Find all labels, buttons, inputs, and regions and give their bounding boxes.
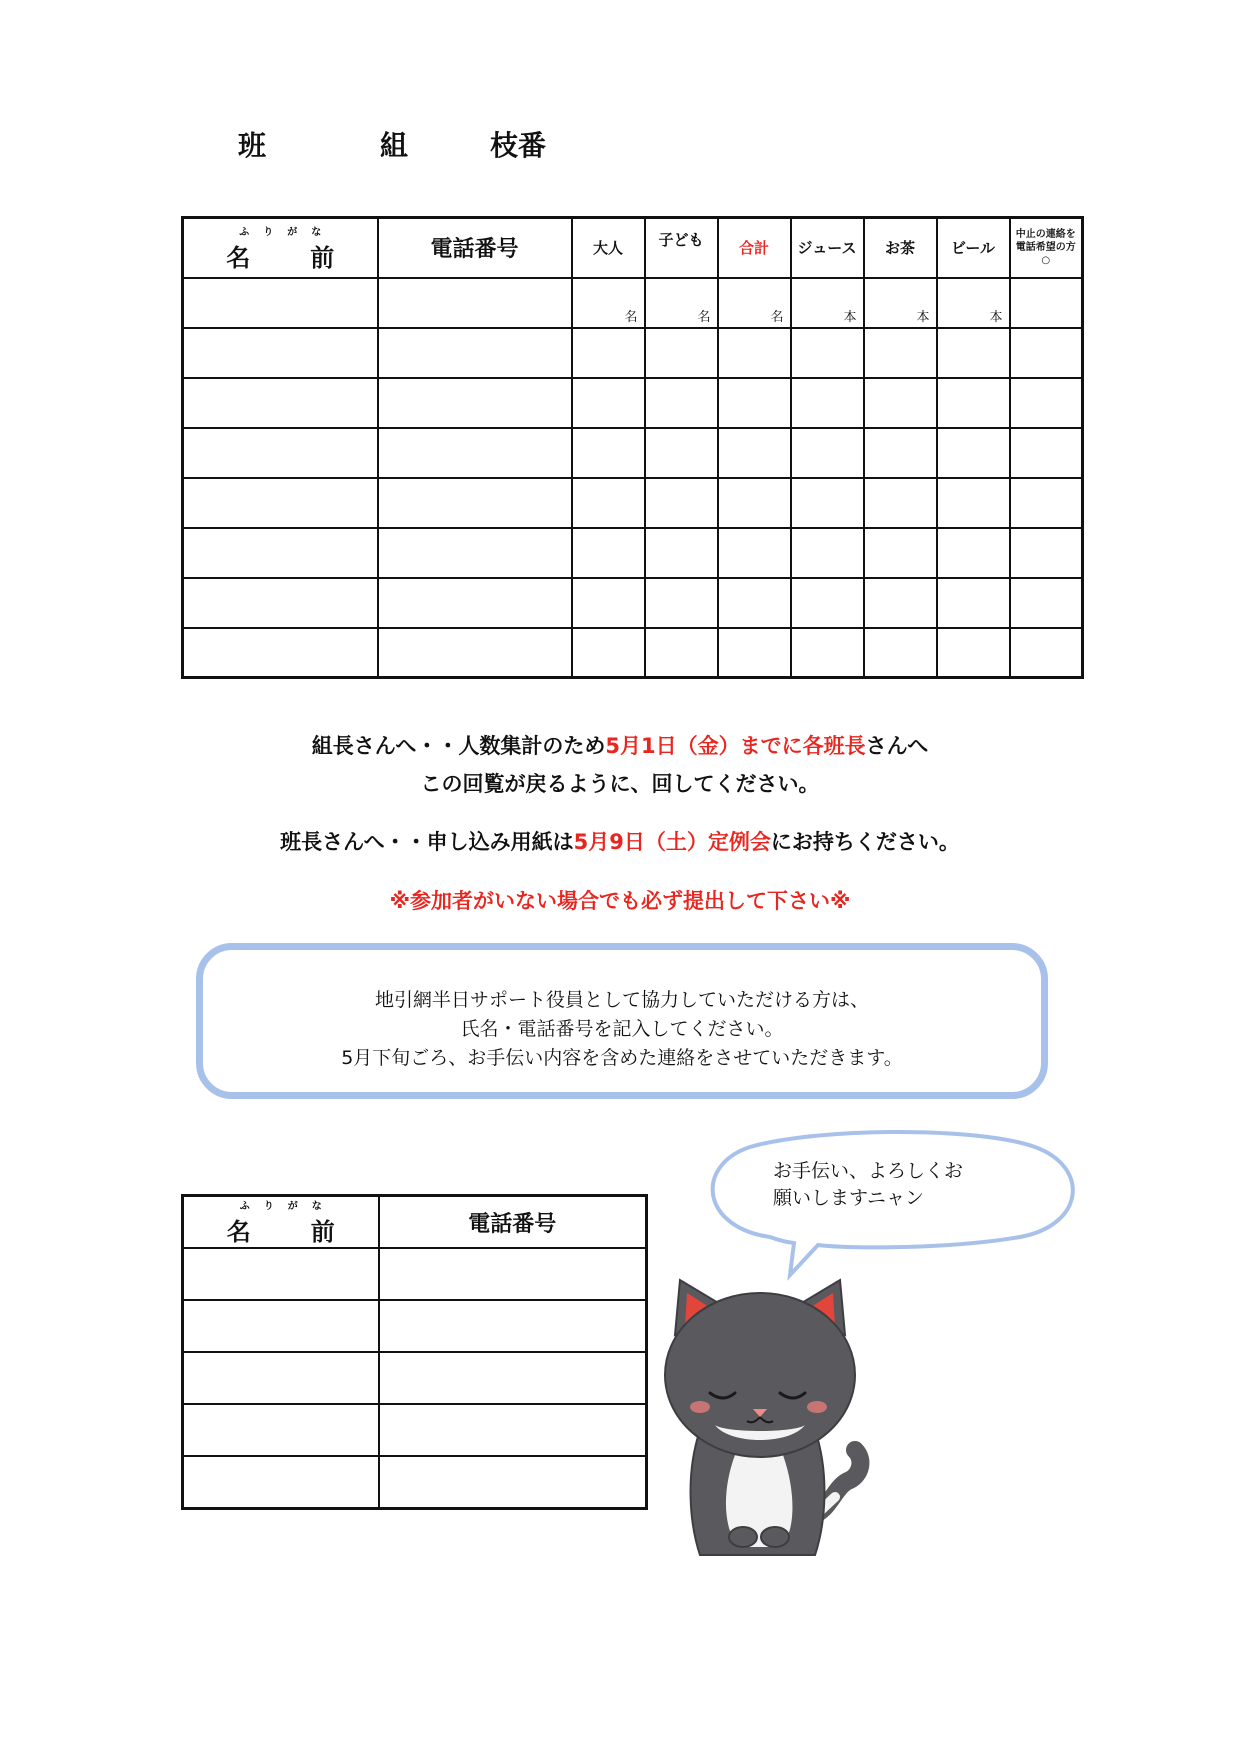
table-row[interactable] <box>183 628 1083 678</box>
table-row[interactable] <box>183 578 1083 628</box>
name-cell[interactable] <box>183 1456 379 1508</box>
table-row[interactable] <box>183 378 1083 428</box>
name-header <box>183 218 378 278</box>
phone-header: 電話番号 <box>379 1196 647 1249</box>
adult-header: 大人 <box>572 218 645 278</box>
name-cell[interactable] <box>183 328 378 378</box>
name-furigana: ふりがな <box>239 226 336 238</box>
phone-cell[interactable] <box>378 578 572 628</box>
table-header-row <box>183 218 1083 278</box>
name-char-1: 名 <box>226 243 251 272</box>
name-char-2: 前 <box>310 243 335 272</box>
notice-line2: 氏名・電話番号を記入してください。 <box>460 1018 784 1040</box>
message-line4: ※参加者がいない場合でも必ず提出して下さい※ <box>389 889 851 913</box>
juice-cell[interactable] <box>791 278 864 328</box>
tea-cell[interactable] <box>864 278 937 328</box>
cancel-line2: 電話希望の方 <box>1015 242 1076 254</box>
beer-cell[interactable] <box>937 278 1010 328</box>
total-cell[interactable] <box>718 278 791 328</box>
unit-label: 本 <box>989 309 1003 325</box>
message-line2: この回覧が戻るように、回してください。 <box>420 772 820 796</box>
phone-cell[interactable] <box>378 428 572 478</box>
table-row[interactable] <box>183 1456 647 1508</box>
message-line3: 班長さんへ・・申し込み用紙は5月9日（土）定例会にお持ちください。 <box>280 830 960 854</box>
table-row[interactable] <box>183 478 1083 528</box>
unit-label: 名 <box>697 309 711 325</box>
unit-label: 本 <box>916 309 930 325</box>
phone-cell[interactable] <box>379 1300 647 1352</box>
name-cell[interactable] <box>183 1352 379 1404</box>
name-cell[interactable] <box>183 578 378 628</box>
name-cell[interactable] <box>183 278 378 328</box>
table-row[interactable] <box>183 1352 647 1404</box>
name-cell[interactable] <box>183 478 378 528</box>
support-notice-box <box>196 943 1048 1099</box>
table-row[interactable] <box>183 328 1083 378</box>
adult-cell[interactable] <box>572 278 645 328</box>
beer-header: ビール <box>937 218 1010 278</box>
table-row[interactable] <box>183 1300 647 1352</box>
phone-cell[interactable] <box>378 528 572 578</box>
total-header: 合計 <box>718 218 791 278</box>
han-label: 班 <box>238 129 267 162</box>
participant-table <box>181 216 1084 679</box>
table-row[interactable] <box>183 1248 647 1300</box>
cancel-contact-header <box>1010 218 1083 278</box>
phone-cell[interactable] <box>379 1352 647 1404</box>
table-row[interactable] <box>183 428 1083 478</box>
table-row[interactable] <box>183 278 1083 328</box>
unit-label: 名 <box>770 309 784 325</box>
kumi-label: 組 <box>380 129 409 162</box>
name-cell[interactable] <box>183 378 378 428</box>
unit-label: 名 <box>624 309 638 325</box>
tea-header: お茶 <box>864 218 937 278</box>
name-header: ふりがな 名 前 <box>183 1196 379 1249</box>
notice-line3: 5月下旬ごろ、お手伝い内容を含めた連絡をさせていただきます。 <box>341 1047 903 1069</box>
name-cell[interactable] <box>183 1248 379 1300</box>
phone-cell[interactable] <box>379 1404 647 1456</box>
cancel-cell[interactable] <box>1010 278 1083 328</box>
phone-cell[interactable] <box>378 478 572 528</box>
table-row[interactable] <box>183 528 1083 578</box>
bowing-cat-illustration <box>655 1275 875 1575</box>
child-header: 子ども <box>645 218 718 278</box>
name-cell[interactable] <box>183 428 378 478</box>
phone-header: 電話番号 <box>378 218 572 278</box>
phone-cell[interactable] <box>378 278 572 328</box>
cancel-line1: 中止の連絡を <box>1015 229 1076 241</box>
unit-label: 本 <box>843 309 857 325</box>
phone-cell[interactable] <box>378 628 572 678</box>
phone-cell[interactable] <box>379 1456 647 1508</box>
phone-cell[interactable] <box>378 328 572 378</box>
name-cell[interactable] <box>183 1404 379 1456</box>
cancel-mark: ○ <box>1041 255 1051 267</box>
bubble-text: お手伝い、よろしくお 願いしますニャン <box>773 1160 964 1209</box>
name-cell[interactable] <box>183 628 378 678</box>
volunteer-table <box>181 1194 648 1510</box>
name-cell[interactable] <box>183 1300 379 1352</box>
volunteer-header-row <box>183 1196 647 1249</box>
table-row[interactable] <box>183 1404 647 1456</box>
phone-cell[interactable] <box>379 1248 647 1300</box>
edaban-label: 枝番 <box>490 129 547 162</box>
message-line1: 組長さんへ・・人数集計のため5月1日（金）までに各班長さんへ <box>311 734 929 758</box>
notice-line1: 地引網半日サポート役員として協力していただける方は、 <box>374 989 869 1011</box>
juice-header: ジュース <box>791 218 864 278</box>
child-cell[interactable] <box>645 278 718 328</box>
name-cell[interactable] <box>183 528 378 578</box>
phone-cell[interactable] <box>378 378 572 428</box>
name-furigana: ふりがな <box>239 1201 336 1212</box>
